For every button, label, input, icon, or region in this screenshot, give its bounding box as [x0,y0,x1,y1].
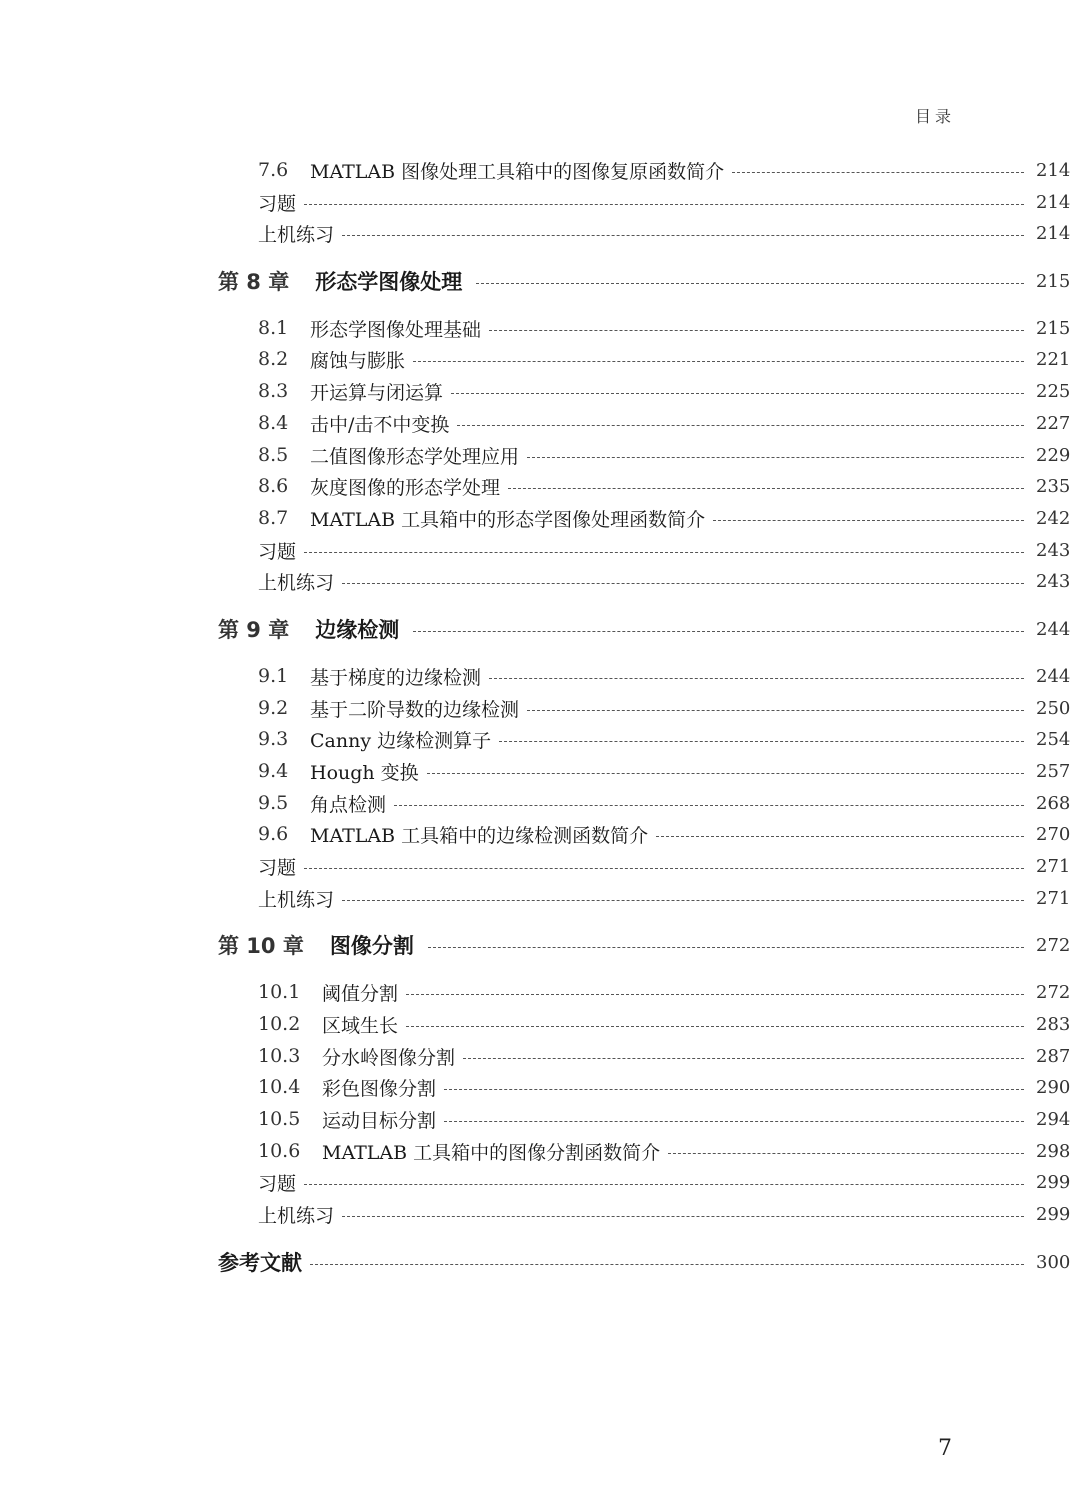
toc-entry[interactable] [0,1135,1080,1167]
dot-leader [499,741,1024,742]
toc-entry-title: MATLAB 工具箱中的图像分割函数简介 [322,1141,661,1164]
dot-leader [310,1264,1024,1265]
toc-page-number: 214 [1036,191,1071,213]
dot-leader [304,204,1024,205]
toc-page-number: 244 [1036,618,1071,640]
toc-page-number: 270 [1036,823,1071,845]
section-number: 8.1 [258,317,289,339]
toc-entry-title: 形态学图像处理 [315,270,463,294]
chapter-number: 第 10 章 [218,934,304,958]
toc-entry-title: MATLAB 工具箱中的形态学图像处理函数简介 [310,508,706,531]
toc-entry-title: 习题 [258,856,297,879]
toc-entry[interactable] [0,375,1080,407]
dot-leader [342,583,1024,584]
toc-entry-heading [0,979,398,1006]
toc-entry-title: 开运算与闭运算 [310,381,444,404]
dot-leader [342,900,1024,901]
toc-page-number: 300 [1036,1251,1071,1273]
dot-leader [406,1026,1024,1027]
toc-entry-title: 图像分割 [329,934,414,958]
toc-entry-title: 习题 [258,192,297,215]
toc-entry[interactable] [0,186,1080,218]
toc-entry-title: 形态学图像处理基础 [310,318,482,341]
dot-leader [444,1121,1024,1122]
section-number: 9.3 [258,728,289,750]
section-number: 10.5 [258,1108,301,1130]
toc-entry[interactable] [0,1040,1080,1072]
dot-leader [427,773,1024,774]
toc-entry-heading [0,505,705,532]
toc-entry-title: 上机练习 [258,223,335,246]
toc-entry-heading [0,378,443,405]
toc-entry-title: MATLAB 图像处理工具箱中的图像复原函数简介 [310,160,725,183]
toc-entry-heading [0,1106,436,1133]
toc-page-number: 271 [1036,855,1071,877]
toc-page-number: 243 [1036,539,1071,561]
toc-entry[interactable] [0,755,1080,787]
toc-page-number: 271 [1036,887,1071,909]
toc-entry-title: Hough 变换 [310,761,419,784]
toc-page-number: 283 [1036,1013,1071,1035]
toc-entry-title: 区域生长 [322,1014,399,1037]
toc-entry-heading [0,1169,296,1196]
section-number: 8.7 [258,507,289,529]
toc-page-number: 287 [1036,1045,1071,1067]
toc-entry-heading [0,758,419,785]
toc-entry-title: 腐蚀与膨胀 [310,349,406,372]
section-number: 9.6 [258,823,289,845]
dot-leader [489,678,1024,679]
toc-entry-title: 习题 [258,1172,297,1195]
toc-page-number: 294 [1036,1108,1071,1130]
dot-leader [476,283,1024,284]
toc-entry-title: 上机练习 [258,888,335,911]
toc-page-number: 215 [1036,270,1071,292]
toc-page-number: 214 [1036,222,1071,244]
toc-entry[interactable] [0,660,1080,692]
toc-entry[interactable] [0,154,1080,186]
toc-entry-heading [0,315,481,342]
toc-entry-heading [0,346,405,373]
toc-page-number: 268 [1036,792,1071,814]
toc-entry-heading [0,930,414,960]
dot-leader [304,868,1024,869]
toc-page-number: 242 [1036,507,1071,529]
dot-leader [732,172,1024,173]
toc-entry-heading [0,695,519,722]
section-number: 8.3 [258,380,289,402]
toc-entry-heading [0,220,334,247]
dot-leader [451,393,1024,394]
dot-leader [413,631,1024,632]
toc-entry-heading [0,1138,660,1165]
section-number: 10.3 [258,1045,301,1067]
toc-entry-heading [0,266,462,296]
dot-leader [489,330,1024,331]
toc-entry[interactable] [0,502,1080,534]
toc-page-number: 227 [1036,412,1071,434]
section-number: 9.5 [258,792,289,814]
toc-entry[interactable] [0,343,1080,375]
toc-entry-heading [0,726,491,753]
page-number: 7 [938,1436,952,1461]
toc-page-number: 244 [1036,665,1071,687]
toc-entry[interactable] [0,692,1080,724]
toc-entry-heading [0,614,399,644]
section-number: 9.2 [258,697,289,719]
toc-entry[interactable] [0,534,1080,566]
toc-entry-heading [0,537,296,564]
toc-entry[interactable] [0,407,1080,439]
dot-leader [527,457,1024,458]
dot-leader [304,552,1024,553]
toc-entry-heading [0,1011,398,1038]
toc-chapter-entry[interactable] [0,613,1080,645]
dot-leader [394,805,1024,806]
toc-entry-title: 运动目标分割 [322,1109,437,1132]
toc-entry-heading [0,568,334,595]
toc-entry-heading [0,1201,334,1228]
toc-page-number: 243 [1036,570,1071,592]
toc-entry-heading [0,189,296,216]
dot-leader [304,1184,1024,1185]
toc-entry-heading [0,853,296,880]
toc-entry-heading [0,1247,302,1277]
toc-entry-heading [0,1043,455,1070]
toc-entry-heading [0,157,724,184]
toc-page-number: 225 [1036,380,1071,402]
dot-leader [413,361,1024,362]
toc-entry-heading [0,790,386,817]
toc-entry[interactable] [0,976,1080,1008]
section-number: 8.6 [258,475,289,497]
toc-page-number: 229 [1036,444,1071,466]
toc-entry-heading [0,473,500,500]
dot-leader [508,488,1024,489]
toc-entry-title: 习题 [258,540,297,563]
toc-page-number: 290 [1036,1076,1071,1098]
dot-leader [342,1216,1024,1217]
toc-page-number: 257 [1036,760,1071,782]
toc-entry-title: 参考文献 [218,1251,302,1275]
toc-page-number: 254 [1036,728,1071,750]
section-number: 10.1 [258,981,301,1003]
toc-entry-heading [0,821,648,848]
section-number: 8.4 [258,412,289,434]
toc-page-number: 299 [1036,1203,1071,1225]
section-number: 10.2 [258,1013,301,1035]
toc-entry-title: 分水岭图像分割 [322,1046,456,1069]
toc-chapter-entry[interactable] [0,929,1080,961]
toc-entry[interactable] [0,217,1080,249]
toc-page-number: 235 [1036,475,1071,497]
toc-entry[interactable] [0,1071,1080,1103]
toc-entry-heading [0,442,519,469]
toc-page-number: 215 [1036,317,1071,339]
toc-entry-title: 灰度图像的形态学处理 [310,476,501,499]
toc-entry[interactable] [0,882,1080,914]
section-number: 10.4 [258,1076,301,1098]
toc-page-number: 221 [1036,348,1071,370]
section-number: 9.4 [258,760,289,782]
toc-references-entry[interactable] [0,1246,1080,1278]
toc-entry-heading [0,663,481,690]
dot-leader [444,1089,1024,1090]
toc-entry-title: 彩色图像分割 [322,1077,437,1100]
toc-entry-title: 阈值分割 [322,982,399,1005]
toc-page-number: 214 [1036,159,1071,181]
toc-entry[interactable] [0,470,1080,502]
section-number: 8.5 [258,444,289,466]
toc-entry-heading [0,410,449,437]
toc-page-number: 250 [1036,697,1071,719]
toc-entry-title: 上机练习 [258,571,335,594]
toc-entry-title: Canny 边缘检测算子 [310,729,492,752]
toc-page-number: 272 [1036,981,1071,1003]
toc-entry-title: 二值图像形态学处理应用 [310,445,520,468]
section-number: 10.6 [258,1140,301,1162]
dot-leader [656,836,1024,837]
toc-entry-title: 角点检测 [310,793,387,816]
dot-leader [713,520,1024,521]
toc-page-number: 272 [1036,934,1071,956]
dot-leader [428,947,1024,948]
toc-entry-heading [0,885,334,912]
toc-entry-heading [0,1074,436,1101]
section-number: 8.2 [258,348,289,370]
toc-entry[interactable] [0,723,1080,755]
toc-entry[interactable] [0,565,1080,597]
chapter-number: 第 9 章 [218,618,290,642]
chapter-number: 第 8 章 [218,270,290,294]
section-number: 7.6 [258,159,289,181]
toc-entry-title: 击中/击不中变换 [310,413,450,436]
toc-entry-title: MATLAB 工具箱中的边缘检测函数简介 [310,824,649,847]
toc-entry-title: 边缘检测 [315,618,400,642]
toc-page-number: 299 [1036,1171,1071,1193]
toc-entry[interactable] [0,1198,1080,1230]
dot-leader [527,710,1024,711]
toc-entry[interactable] [0,850,1080,882]
toc-page-number: 298 [1036,1140,1071,1162]
toc-entry[interactable] [0,1103,1080,1135]
dot-leader [342,235,1024,236]
toc-entry[interactable] [0,312,1080,344]
toc-chapter-entry[interactable] [0,265,1080,297]
toc-entry[interactable] [0,1008,1080,1040]
toc-entry[interactable] [0,439,1080,471]
toc-entry-title: 基于二阶导数的边缘检测 [310,698,520,721]
dot-leader [406,994,1024,995]
toc-entry[interactable] [0,787,1080,819]
dot-leader [463,1058,1024,1059]
toc-entry[interactable] [0,818,1080,850]
toc-entry-title: 基于梯度的边缘检测 [310,666,482,689]
dot-leader [457,425,1024,426]
toc-entry[interactable] [0,1166,1080,1198]
toc-entry-title: 上机练习 [258,1204,335,1227]
dot-leader [668,1153,1024,1154]
running-header: 目录 [914,107,955,126]
section-number: 9.1 [258,665,289,687]
